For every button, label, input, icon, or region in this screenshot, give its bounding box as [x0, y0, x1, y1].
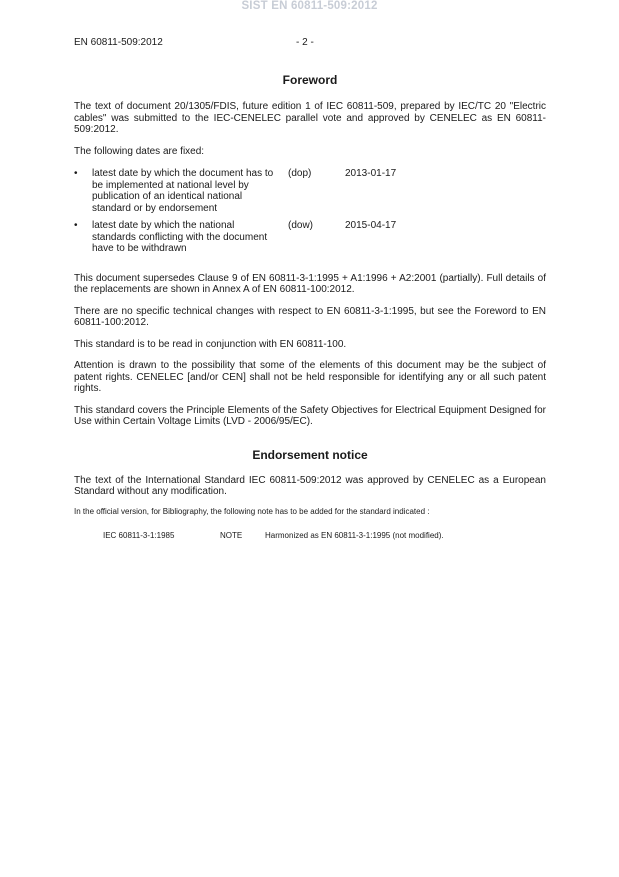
bullet-dop: •: [74, 168, 78, 179]
bibliography-note: In the official version, for Bibliography, the following note has to be added for the standard indicated :: [74, 506, 430, 516]
dop-description: latest date by which the document has to be implemented at national level by publication of an identical national standard or by endorsement: [92, 168, 274, 214]
list-item: [74, 168, 546, 214]
dop-code: (dop): [288, 168, 312, 179]
bibliography-note-row: [74, 531, 546, 541]
dates-intro: The following dates are fixed:: [74, 145, 205, 157]
patent-paragraph: Attention is drawn to the possibility that some of the elements of this document may be the subject of patent rights. CENELEC [and/or CEN] shall not be held responsible for identifying any or all such patent rights.: [74, 360, 546, 394]
supersedes-paragraph: This document supersedes Clause 9 of EN 60811-3-1:1995 + A1:1996 + A2:2001 (partially). Full details of the replacements are shown in Annex A of EN 60811-100:2012.: [74, 272, 546, 295]
dow-code: (dow): [288, 220, 314, 231]
note-standard: IEC 60811-3-1:1985: [103, 530, 175, 540]
technical-changes-paragraph: There are no specific technical changes with respect to EN 60811-3-1:1995, but see the Foreword to EN 60811-100:2012.: [74, 305, 546, 328]
watermark: SIST EN 60811-509:2012: [241, 0, 378, 12]
note-label: NOTE: [220, 530, 243, 540]
bullet-dow: •: [74, 220, 78, 231]
foreword-title: Foreword: [282, 73, 338, 87]
header-doc-id: EN 60811-509:2012: [74, 37, 163, 48]
note-text: Harmonized as EN 60811-3-1:1995 (not modified).: [265, 530, 444, 540]
foreword-intro: The text of document 20/1305/FDIS, future edition 1 of IEC 60811-509, prepared by IEC/TC 20 "Electric cables" was submitted to the IEC-CENELEC parallel vote and approved by CENELEC as EN 60811-509:2012.: [74, 101, 546, 135]
list-item: [74, 220, 546, 255]
endorsement-title: Endorsement notice: [252, 447, 368, 462]
header-page-number: - 2 -: [296, 37, 314, 48]
lvd-paragraph: This standard covers the Principle Elements of the Safety Objectives for Electrical Equipment Designed for Use within Certain Voltage Limits (LVD - 2006/95/EC).: [74, 404, 546, 427]
dop-date: 2013-01-17: [345, 168, 397, 179]
conjunction-paragraph: This standard is to be read in conjunction with EN 60811-100.: [74, 338, 347, 350]
dow-date: 2015-04-17: [345, 220, 397, 231]
document-body: [74, 73, 546, 541]
endorsement-text: The text of the International Standard IEC 60811-509:2012 was approved by CENELEC as a European Standard without any modification.: [74, 474, 546, 497]
dow-description: latest date by which the national standards conflicting with the document have to be withdrawn: [92, 220, 268, 254]
